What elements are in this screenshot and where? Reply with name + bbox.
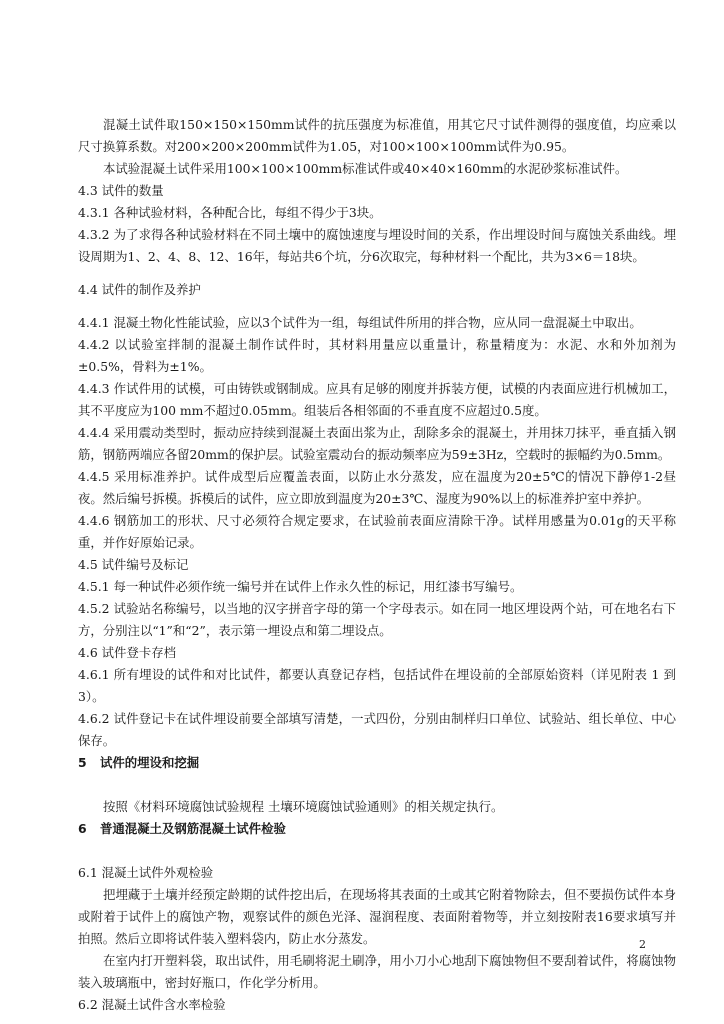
section-4-4-5: 4.4.5 采用标准养护。试件成型后应覆盖表面，以防止水分蒸发，应在温度为20±5℃的情况下静停1-2昼夜。然后编号拆模。拆模后的试件，应立即放到温度为20±3℃、湿度为90%以上的标准养护室中养护。 [78, 469, 676, 506]
section-4-4-1: 4.4.1 混凝土物化性能试验，应以3个试件为一组，每组试件所用的拌合物，应从同一盘混凝土中取出。 [78, 315, 642, 330]
section-6-2-title: 6.2 混凝土试件含水率检验 [78, 997, 226, 1012]
section-4-4-title: 4.4 试件的制作及养护 [78, 282, 201, 297]
page-number: 2 [639, 938, 646, 951]
section-4-6-1: 4.6.1 所有埋设的试件和对比试件，都要认真登记存档，包括试件在埋设前的全部原始资料（详见附表 1 到 3）。 [78, 667, 676, 704]
page-content [78, 114, 676, 1016]
section-4-4-6: 4.4.6 钢筋加工的形状、尺寸必须符合规定要求，在试验前表面应清除干净。试样用感量为0.01g的天平称重，并作好原始记录。 [78, 513, 676, 550]
paragraph-size-conversion: 混凝土试件取150×150×150mm试件的抗压强度为标准值，用其它尺寸试件测得的强度值，均应乘以尺寸换算系数。对200×200×200mm试件为1.05，对100×100×100mm试件为0.95。 [78, 117, 676, 154]
section-4-5-1: 4.5.1 每一种试件必须作统一编号并在试件上作永久性的标记，用红漆书写编号。 [78, 579, 523, 594]
section-4-4-3: 4.4.3 作试件用的试模，可由铸铁或钢制成。应具有足够的刚度并拆装方便，试模的内表面应进行机械加工，其不平度应为100 mm不超过0.05mm。组装后各相邻面的不垂直度不应超过0.5度。 [78, 381, 676, 418]
section-4-3-1: 4.3.1 各种试验材料，各种配合比，每组不得少于3块。 [78, 205, 382, 220]
section-6-heading [78, 818, 676, 840]
section-4-4-2: 4.4.2 以试验室拌制的混凝土制作试件时，其材料用量应以重量计，称量精度为：水泥、水和外加剂为±0.5%，骨料为±1%。 [78, 337, 676, 374]
section-4-6-title: 4.6 试件登卡存档 [78, 645, 176, 660]
section-4-5-title: 4.5 试件编号及标记 [78, 557, 189, 572]
section-4-3-2: 4.3.2 为了求得各种试验材料在不同土壤中的腐蚀速度与埋设时间的关系，作出埋设时间与腐蚀关系曲线。埋设周期为1、2、4、8、12、16年，每站共6个坑，分6次取完，每种材料一个配比，共为3×6＝18块。 [78, 227, 676, 264]
section-6-title: 普通混凝土及钢筋混凝土试件检验 [100, 821, 286, 836]
section-5-heading [78, 752, 676, 774]
section-4-5-2: 4.5.2 试验站名称编号，以当地的汉字拼音字母的第一个字母表示。如在同一地区埋设两个站，可在地名右下方，分别注以“1”和“2”，表示第一埋设点和第二埋设点。 [78, 601, 676, 638]
section-6-number: 6 [78, 821, 87, 836]
paragraph-standard-specimen: 本试验混凝土试件采用100×100×100mm标准试件或40×40×160mm的水泥砂浆标准试件。 [103, 161, 628, 176]
section-6-1-title: 6.1 混凝土试件外观检验 [78, 865, 214, 880]
section-5-number: 5 [78, 755, 87, 770]
section-4-6-2: 4.6.2 试件登记卡在试件埋设前要全部填写清楚，一式四份，分别由制样归口单位、试验站、组长单位、中心保存。 [78, 711, 676, 748]
section-5-body: 按照《材料环境腐蚀试验规程 土壤环境腐蚀试验通则》的相关规定执行。 [103, 799, 504, 814]
section-6-1-paragraph-1: 把埋藏于土壤并经预定龄期的试件挖出后，在现场将其表面的土或其它附着物除去，但不要损伤试件本身或附着于试件上的腐蚀产物，观察试件的颜色光泽、湿润程度、表面附着物等，并立刻按附表16要求填写并拍照。然后立即将试件装入塑料袋内，防止水分蒸发。 [78, 887, 676, 946]
section-4-4-4: 4.4.4 采用震动类型时，振动应持续到混凝土表面出浆为止，刮除多余的混凝土，并用抹刀抹平，垂直插入钢筋，钢筋两端应各留20mm的保护层。试验室震动台的振动频率应为59±3Hz，空载时的振幅约为0.5mm。 [78, 425, 676, 462]
section-5-title: 试件的埋设和挖掘 [100, 755, 200, 770]
section-6-1-paragraph-2: 在室内打开塑料袋，取出试件，用毛刷将泥土刷净，用小刀小心地刮下腐蚀物但不要刮着试件，将腐蚀物装入玻璃瓶中，密封好瓶口，作化学分析用。 [78, 953, 676, 990]
section-4-3-title: 4.3 试件的数量 [78, 183, 164, 198]
